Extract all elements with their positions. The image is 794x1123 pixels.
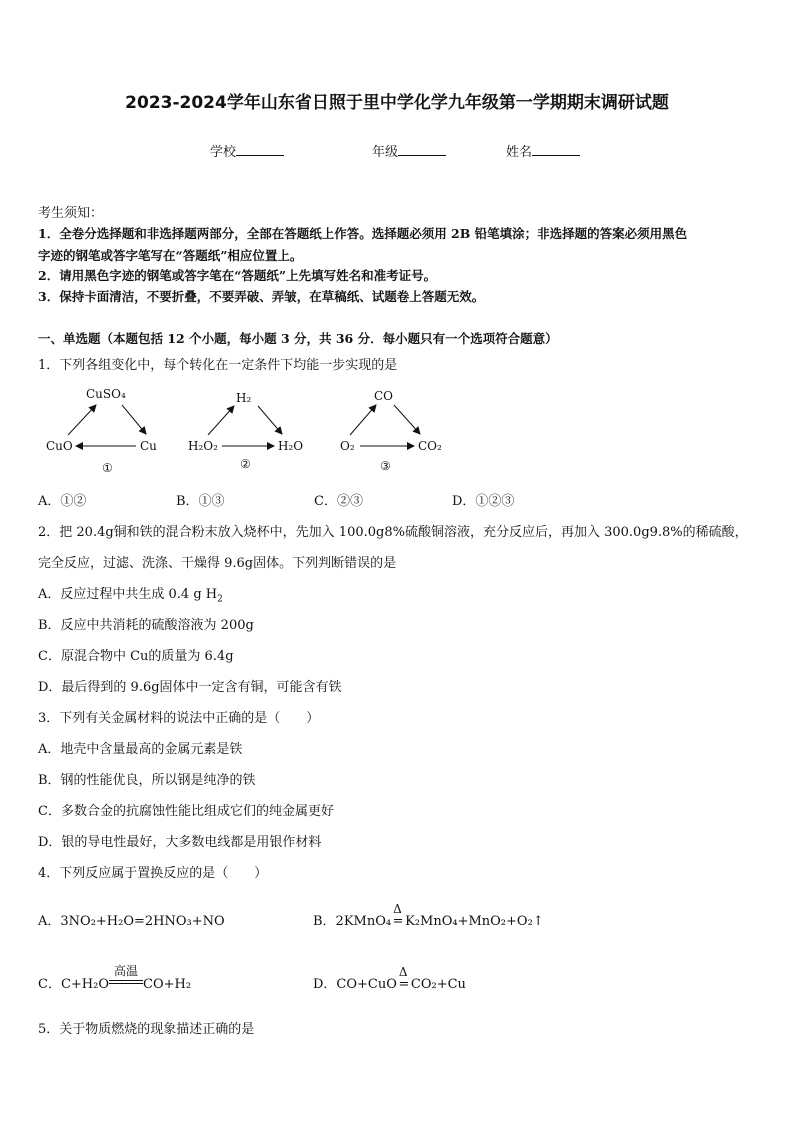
q2-option-c[interactable]: C．原混合物中 Cu的质量为 6.4g <box>38 649 234 664</box>
q2-option-a[interactable] <box>38 583 223 605</box>
delta-icon: Δ <box>393 902 402 916</box>
section-heading: 一、单选题（本题包括 12 个小题，每小题 3 分，共 36 分．每小题只有一个选项符合题意） <box>38 331 558 346</box>
grade-blank <box>398 143 446 156</box>
q4-option-d[interactable] <box>313 960 466 992</box>
page-title: 2023-2024学年山东省日照于里中学化学九年级第一学期期末调研试题 <box>125 93 669 113</box>
notice-line-1b: 字迹的钢笔或答字笔写在“答题纸”相应位置上。 <box>38 248 303 263</box>
d2-left: H₂O₂ <box>188 439 218 453</box>
q4-d-left: D．CO+CuO <box>313 977 397 992</box>
d2-arrow-down <box>258 406 282 434</box>
q1-option-a[interactable]: A．①② <box>38 494 87 509</box>
q4-c-left: C．C+H₂O <box>38 977 109 992</box>
d1-arrow-up <box>68 405 96 435</box>
d3-num: ③ <box>380 459 391 473</box>
name-blank <box>532 143 580 156</box>
q2-option-b[interactable]: B．反应中共消耗的硫酸溶液为 200g <box>38 618 254 633</box>
q2-option-d[interactable]: D．最后得到的 9.6g固体中一定含有铜，可能含有铁 <box>38 680 342 695</box>
q3-option-b[interactable]: B．钢的性能优良，所以钢是纯净的铁 <box>38 773 256 788</box>
d1-num: ① <box>102 461 113 475</box>
notice-heading: 考生须知： <box>38 206 104 221</box>
q4-option-c[interactable] <box>38 960 192 992</box>
d3-left: O₂ <box>340 439 355 453</box>
name-label: 姓名 <box>506 145 533 160</box>
q3-stem: 3．下列有关金属材料的说法中正确的是（ ） <box>38 711 320 726</box>
q2-stem-2: 完全反应，过滤、洗涤、干燥得 9.6g固体。下列判断错误的是 <box>38 556 397 571</box>
q1-diagrams <box>40 380 460 480</box>
school-label: 学校 <box>210 145 237 160</box>
q2-option-a-text: A．反应过程中共生成 0.4 g H <box>38 587 218 602</box>
school-field <box>210 141 284 160</box>
q4-c-condition <box>109 965 143 984</box>
notice-line-2: 2．请用黑色字迹的钢笔或答字笔在“答题纸”上先填写姓名和准考证号。 <box>38 268 437 283</box>
d2-top: H₂ <box>236 391 252 405</box>
q4-b-left: B．2KMnO₄ <box>313 914 392 929</box>
q4-c-cond-text: 高温 <box>113 964 138 978</box>
q4-d-right: CO₂+Cu <box>410 977 466 992</box>
q4-b-right: K₂MnO₄+MnO₂+O₂↑ <box>405 914 544 929</box>
q1-option-d[interactable]: D．①②③ <box>452 494 515 509</box>
d1-right: Cu <box>140 439 157 453</box>
q3-option-d[interactable]: D．银的导电性最好，大多数电线都是用银作材料 <box>38 835 322 850</box>
q4-stem: 4．下列反应属于置换反应的是（ ） <box>38 866 268 881</box>
grade-field <box>372 141 446 160</box>
notice-line-3: 3．保持卡面清洁，不要折叠，不要弄破、弄皱，在草稿纸、试题卷上答题无效。 <box>38 289 485 304</box>
d1-left: CuO <box>46 439 73 453</box>
q3-option-a[interactable]: A．地壳中含量最高的金属元素是铁 <box>38 742 243 757</box>
q1-option-c[interactable]: C．②③ <box>314 494 363 509</box>
d1-top: CuSO₄ <box>86 387 126 401</box>
q3-option-c[interactable]: C．多数合金的抗腐蚀性能比组成它们的纯金属更好 <box>38 804 334 819</box>
delta-icon: Δ <box>398 965 408 979</box>
q1-stem: 1．下列各组变化中，每个转化在一定条件下均能一步实现的是 <box>38 358 398 373</box>
school-blank <box>236 143 284 156</box>
q4-b-condition: Δ = <box>392 902 404 929</box>
d3-arrow-up <box>350 405 376 435</box>
notice-line-1a: 1．全卷分选择题和非选择题两部分，全部在答题纸上作答。选择题必须用 2B 铅笔填涂；非选择题的答案必须用黑色 <box>38 226 688 241</box>
grade-label: 年级 <box>372 145 399 160</box>
q4-d-condition: Δ = <box>398 965 410 992</box>
q4-option-a[interactable]: A．3NO₂+H₂O=2HNO₃+NO <box>38 914 225 929</box>
q1-option-b[interactable]: B．①③ <box>176 494 225 509</box>
d2-num: ② <box>240 457 251 471</box>
d3-arrow-down <box>394 405 420 434</box>
d3-top: CO <box>374 389 394 403</box>
d2-arrow-up <box>208 406 234 435</box>
q5-stem: 5．关于物质燃烧的现象描述正确的是 <box>38 1022 255 1037</box>
name-field <box>506 141 580 160</box>
d2-right: H₂O <box>278 439 304 453</box>
q2-stem-1: 2．把 20.4g铜和铁的混合粉末放入烧杯中，先加入 100.0g8%硫酸铜溶液，充分反应后，再加入 300.0g9.8%的稀硫酸， <box>38 525 748 540</box>
q4-c-right: CO+H₂ <box>143 977 192 992</box>
d3-right: CO₂ <box>418 439 442 453</box>
q4-option-b[interactable] <box>313 900 544 929</box>
d1-arrow-down <box>122 405 146 434</box>
q2-option-a-sub: 2 <box>217 594 223 605</box>
